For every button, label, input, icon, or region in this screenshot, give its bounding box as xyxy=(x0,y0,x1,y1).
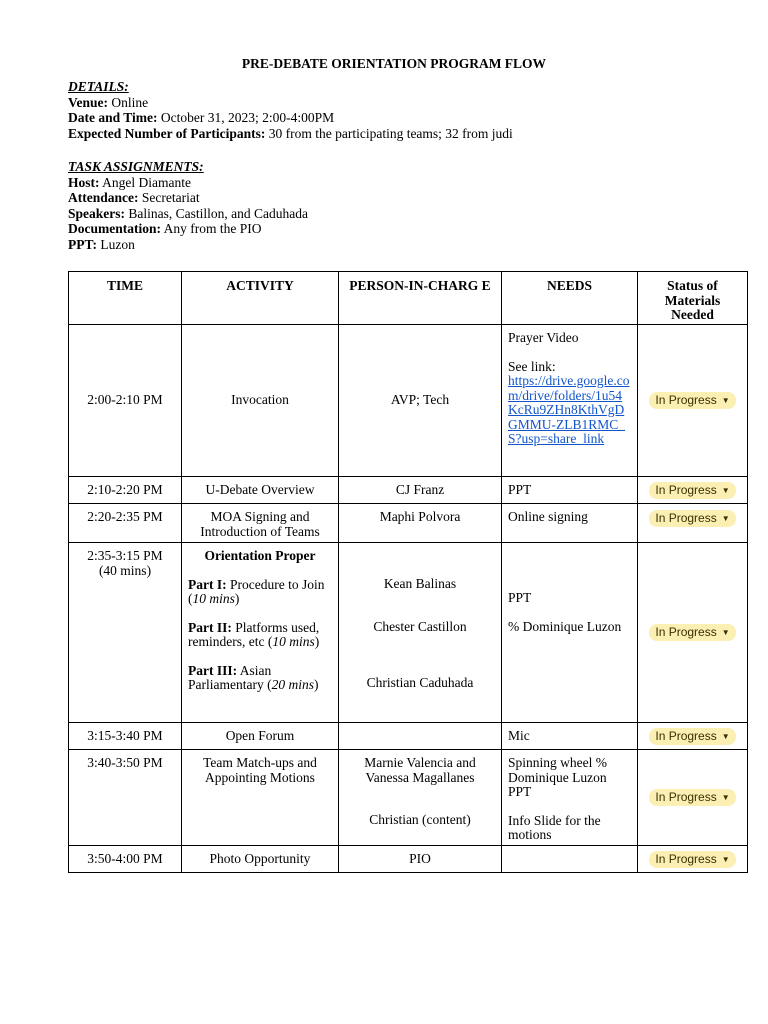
task-assignments-heading: TASK ASSIGNMENTS: xyxy=(68,159,204,174)
table-row xyxy=(69,750,748,846)
row-status xyxy=(638,750,748,846)
needs-see-link: See link: xyxy=(508,358,556,374)
documentation-line xyxy=(68,221,758,237)
table-row xyxy=(69,325,748,477)
participants-value: 30 from the participating teams; 32 from judi xyxy=(268,125,513,141)
person-content: Christian (content) xyxy=(369,812,471,827)
row-status xyxy=(638,723,748,750)
row-person xyxy=(339,723,502,750)
needs-ppt: PPT xyxy=(508,590,532,605)
row-needs xyxy=(502,750,638,846)
row-status xyxy=(638,846,748,873)
row-activity: U-Debate Overview xyxy=(182,477,339,504)
row-person: CJ Franz xyxy=(339,477,502,504)
table-row xyxy=(69,504,748,543)
row-activity: Open Forum xyxy=(182,723,339,750)
ppt-line xyxy=(68,237,758,253)
status-label: In Progress xyxy=(655,511,717,525)
row-needs: Mic xyxy=(502,723,638,750)
row-time: 2:10-2:20 PM xyxy=(69,477,182,504)
venue-label: Venue: xyxy=(68,94,109,110)
chevron-down-icon: ▼ xyxy=(721,485,730,495)
chevron-down-icon: ▼ xyxy=(721,731,730,741)
time-range: 2:35-3:15 PM xyxy=(87,548,163,563)
row-person xyxy=(339,750,502,846)
program-flow-table xyxy=(68,271,748,873)
needs-prayer-video: Prayer Video xyxy=(508,330,579,345)
date-value: October 31, 2023; 2:00-4:00PM xyxy=(160,110,335,125)
status-dropdown[interactable] xyxy=(649,482,735,499)
row-time: 3:15-3:40 PM xyxy=(69,723,182,750)
part-two: Part II: Platforms used, reminders, etc (10 mins) xyxy=(188,619,320,649)
participants-line xyxy=(68,126,758,142)
status-label: In Progress xyxy=(655,625,717,639)
row-needs xyxy=(502,325,638,477)
chevron-down-icon: ▼ xyxy=(721,793,730,802)
speakers-line xyxy=(68,206,758,222)
status-dropdown[interactable] xyxy=(649,392,735,409)
participants-label: Expected Number of Participants: xyxy=(68,125,266,141)
row-status xyxy=(638,504,748,543)
table-header-row xyxy=(69,272,748,325)
task-assignments-section xyxy=(68,159,758,252)
part-one: Part I: Procedure to Join (10 mins) xyxy=(188,576,325,606)
row-activity: Photo Opportunity xyxy=(182,846,339,873)
person-team-matchups: Marnie Valencia and Vanessa Magallanes xyxy=(364,755,476,785)
venue-value: Online xyxy=(111,94,149,110)
row-time xyxy=(69,543,182,723)
person-part-two: Chester Castillon xyxy=(373,618,467,634)
status-label: In Progress xyxy=(655,728,717,743)
row-activity xyxy=(182,543,339,723)
venue-line xyxy=(68,95,758,111)
row-time: 2:00-2:10 PM xyxy=(69,325,182,477)
row-person: PIO xyxy=(339,846,502,873)
details-heading: DETAILS: xyxy=(68,79,129,94)
status-label: In Progress xyxy=(655,393,717,407)
speakers-value: Balinas, Castillon, and Caduhada xyxy=(128,205,308,221)
host-label: Host: xyxy=(68,174,100,190)
header-time: TIME xyxy=(69,272,182,325)
row-time: 3:50-4:00 PM xyxy=(69,846,182,873)
documentation-label: Documentation: xyxy=(68,221,161,236)
table-row xyxy=(69,477,748,504)
status-dropdown[interactable] xyxy=(649,510,735,527)
row-needs xyxy=(502,846,638,873)
header-person-in-charge: PERSON-IN-CHARG E xyxy=(339,272,502,325)
row-needs xyxy=(502,543,638,723)
part-three: Part III: Asian Parliamentary (20 mins) xyxy=(188,662,319,692)
orientation-title: Orientation Proper xyxy=(204,548,316,563)
time-duration: (40 mins) xyxy=(98,562,152,578)
speakers-label: Speakers: xyxy=(68,205,125,221)
row-person: AVP; Tech xyxy=(339,325,502,477)
needs-info-slide: Info Slide for the motions xyxy=(508,812,601,842)
details-section xyxy=(68,79,758,141)
row-status xyxy=(638,477,748,504)
row-activity: Invocation xyxy=(182,325,339,477)
row-needs: Online signing xyxy=(502,504,638,543)
row-person: Maphi Polvora xyxy=(339,504,502,543)
attendance-line xyxy=(68,190,758,206)
needs-luzon: % Dominique Luzon xyxy=(508,618,622,634)
chevron-down-icon: ▼ xyxy=(721,514,730,523)
chevron-down-icon: ▼ xyxy=(721,628,730,637)
status-dropdown[interactable] xyxy=(649,728,735,745)
documentation-value: Any from the PIO xyxy=(163,221,262,236)
row-time: 3:40-3:50 PM xyxy=(69,750,182,846)
status-dropdown[interactable] xyxy=(649,624,735,641)
date-line xyxy=(68,110,758,126)
date-label: Date and Time: xyxy=(68,110,158,125)
drive-link[interactable]: https://drive.google.com/drive/folders/1u54KcRu9ZHn8KthVgDGMMU-ZLB1RMC_S?usp=share_link xyxy=(508,373,630,446)
table-row xyxy=(69,846,748,873)
person-part-one: Kean Balinas xyxy=(383,576,457,591)
header-activity: ACTIVITY xyxy=(182,272,339,325)
header-status: Status of Materials Needed xyxy=(638,272,748,325)
header-needs: NEEDS xyxy=(502,272,638,325)
person-part-three: Christian Caduhada xyxy=(366,675,474,690)
ppt-label: PPT: xyxy=(68,236,97,252)
chevron-down-icon: ▼ xyxy=(721,854,730,864)
attendance-value: Secretariat xyxy=(141,190,200,205)
status-label: In Progress xyxy=(655,482,717,497)
document-title: PRE-DEBATE ORIENTATION PROGRAM FLOW xyxy=(241,56,547,71)
status-label: In Progress xyxy=(655,851,717,866)
row-person xyxy=(339,543,502,723)
row-needs: PPT xyxy=(502,477,638,504)
row-time: 2:20-2:35 PM xyxy=(69,504,182,543)
table-row xyxy=(69,543,748,723)
status-dropdown[interactable] xyxy=(649,789,735,806)
status-dropdown[interactable] xyxy=(649,851,735,868)
chevron-down-icon: ▼ xyxy=(721,396,730,405)
attendance-label: Attendance: xyxy=(68,190,139,205)
host-line xyxy=(68,175,758,191)
host-value: Angel Diamante xyxy=(102,174,191,190)
row-activity: Team Match-ups and Appointing Motions xyxy=(182,750,339,846)
needs-spinning-wheel: Spinning wheel % Dominique Luzon PPT xyxy=(508,755,607,799)
table-row xyxy=(69,723,748,750)
row-activity: MOA Signing and Introduction of Teams xyxy=(182,504,339,543)
status-label: In Progress xyxy=(655,790,717,804)
row-status xyxy=(638,325,748,477)
row-status xyxy=(638,543,748,723)
ppt-value: Luzon xyxy=(100,236,135,252)
